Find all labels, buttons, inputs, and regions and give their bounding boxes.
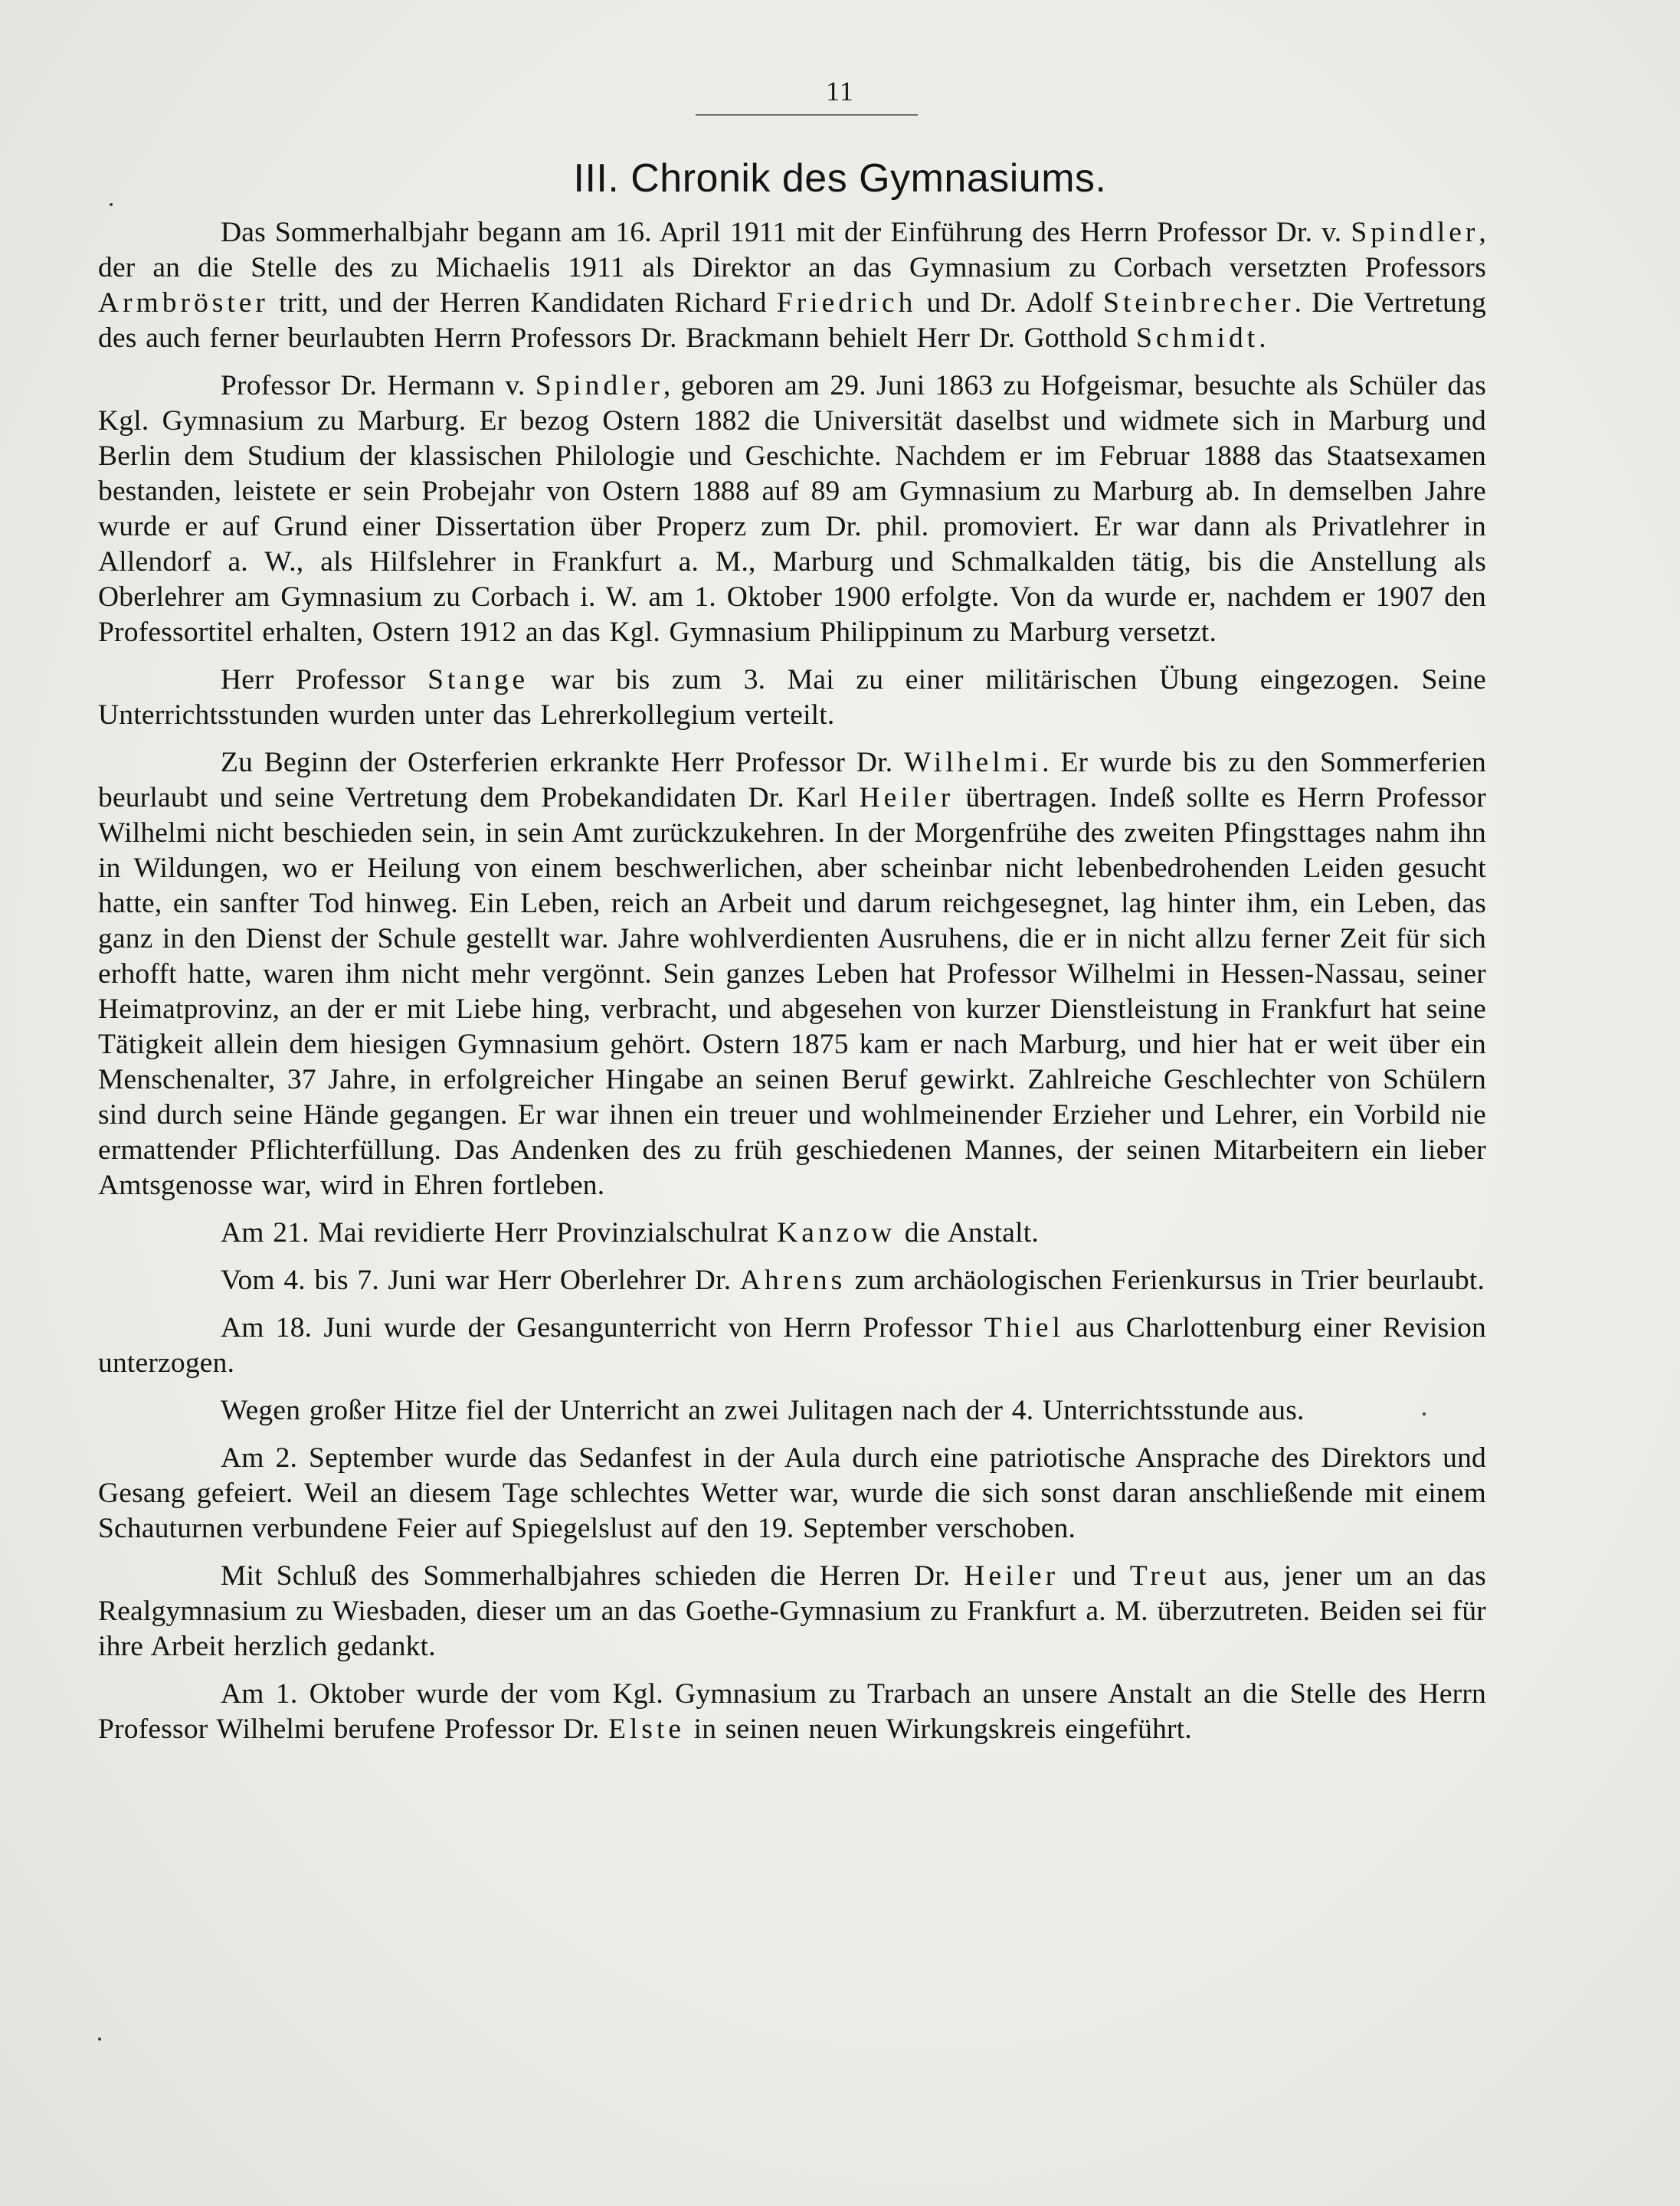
chronicle-body [98,215,1486,1759]
paragraph-elste-introduction [98,1677,1486,1747]
paragraph-spindler-biography [98,368,1486,650]
chapter-title: III. Chronik des Gymnasiums. [573,156,1107,201]
text-run: Zu Beginn der Osterferien erkrankte Herr Professor Dr. [221,747,905,778]
spaced-name: Elste [608,1713,686,1745]
text-run: und Dr. Adolf [916,287,1104,319]
spaced-name: Treut [1129,1560,1210,1592]
paragraph-sedan-festival [98,1441,1486,1546]
margin-speck [98,2037,101,2041]
spaced-name: Schmidt [1136,322,1259,354]
paragraph-heiler-treut-departure [98,1559,1486,1664]
text-run: , der an die Stelle des zu Michaelis 1911 als Direktor an das Gymnasium zu Corbach versetzten Professors [98,217,1486,283]
text-run: war bis zum 3. Mai zu einer militärischen Übung eingezogen. Seine Unterrichtsstunden wurden unter das Lehrerkollegium verteilt. [98,664,1486,731]
text-run: aus, jener um an das Realgymnasium zu Wiesbaden, dieser um an das Goethe-Gymnasium zu Frankfurt a. M. überzutreten. Beiden sei für ihre Arbeit herzlich gedankt. [98,1560,1486,1662]
page-number: 11 [826,76,854,106]
text-run: Am 18. Juni wurde der Gesangunterricht von Herrn Professor [221,1312,984,1344]
paragraph-heat-holiday [98,1393,1486,1429]
spaced-name: Thiel [984,1312,1064,1344]
text-run: und [1059,1560,1130,1592]
text-run: . Er wurde bis zu den Sommerferien beurlaubt und seine Vertretung dem Probekandidaten Dr. Karl [98,747,1487,813]
text-run: Am 2. September wurde das Sedanfest in der Aula durch eine patriotische Ansprache des Direktors und Gesang gefeiert. Weil an diesem Tage schlechtes Wetter war, wurde die sich sonst daran anschließende mit einem Schauturnen verbundene Feier auf Spiegelslust auf den 19. September verschoben. [98,1442,1486,1544]
text-run: Mit Schluß des Sommerhalbjahres schieden die Herren Dr. [221,1560,964,1592]
spaced-name: Wilhelmi [904,747,1043,778]
text-run: , geboren am 29. Juni 1863 zu Hofgeismar, besuchte als Schüler das Kgl. Gymnasium zu Marburg. Er bezog Ostern 1882 die Universität daselbst und widmete sich in Marburg und Berlin dem Studium der klassischen Philologie und Geschichte. Nachdem er im Februar 1888 das Staatsexamen bestanden, leistete er sein Probejahr von Ostern 1888 auf 89 am Gymnasium zu Marburg ab. In demselben Jahre wurde er auf Grund einer Dissertation über Properz zum Dr. phil. promoviert. Er war dann als Privatlehrer in Allendorf a. W., als Hilfslehrer in Frankfurt a. M., Marburg und Schmalkalden tätig, bis die Anstellung als Oberlehrer am Gymnasium zu Corbach i. W. am 1. Oktober 1900 erfolgte. Von da wurde er, nachdem er 1907 den Professortitel erhalten, Ostern 1912 an das Kgl. Gymnasium Philippinum zu Marburg versetzt. [98,370,1486,648]
spaced-name: Heiler [964,1560,1059,1592]
text-run: tritt, und der Herren Kandidaten Richard [268,287,777,319]
spaced-name: Armbröster [98,287,269,319]
text-run: . Die Vertretung des auch ferner beurlaubten Herrn Professors Dr. Brackmann behielt Herr Dr. Gotthold [98,287,1486,354]
paragraph-wilhelmi-obituary [98,745,1486,1203]
text-run: Wegen großer Hitze fiel der Unterricht an zwei Julitagen nach der 4. Unterrichtsstunde aus. [221,1395,1305,1426]
text-run: Vom 4. bis 7. Juni war Herr Oberlehrer Dr. [221,1265,740,1296]
margin-speck [110,203,113,206]
margin-speck [1423,1412,1426,1416]
spaced-name: Steinbrecher [1103,287,1295,319]
spaced-name: Kanzow [777,1217,896,1249]
text-run: Das Sommerhalbjahr begann am 16. April 1911 mit der Einführung des Herrn Professor Dr. v. [221,217,1351,248]
text-run: aus Charlottenburg einer Revision unterzogen. [98,1312,1486,1379]
spaced-name: Ahrens [739,1265,847,1296]
text-run: . [1259,322,1266,354]
header-rule [696,114,918,116]
paragraph-ahrens-course [98,1263,1486,1298]
spaced-name: Spindler [1351,217,1479,248]
paragraph-kanzow-inspection [98,1216,1486,1251]
text-run: übertragen. Indeß sollte es Herrn Professor Wilhelmi nicht beschieden sein, in sein Amt zurückzukehren. In der Morgenfrühe des zweiten Pfingsttages nahm ihn in Wildungen, wo er Heilung von einem beschwerlichen, aber scheinbar nicht lebenbedrohenden Leiden gesucht hatte, ein sanfter Tod hinweg. Ein Leben, reich an Arbeit und darum reichgesegnet, lag hinter ihm, ein Leben, das ganz in den Dienst der Schule gestellt war. Jahre wohlverdienten Ausruhens, die er in nicht allzu ferner Zeit für sich erhofft hatte, waren ihm nicht mehr vergönnt. Sein ganzes Leben hat Professor Wilhelmi in Hessen-Nassau, seiner Heimatprovinz, an der er mit Liebe hing, verbracht, und abgesehen von kurzer Dienstleistung in Frankfurt hat seine Tätigkeit allein dem hiesigen Gymnasium gehört. Ostern 1875 kam er nach Marburg, und hier hat er weit über ein Menschenalter, 37 Jahre, in erfolgreicher Hingabe an seinen Beruf gewirkt. Zahlreiche Geschlechter von Schülern sind durch seine Hände gegangen. Er war ihnen ein treuer und wohlmeinender Erzieher und Lehrer, ein Vorbild nie ermattender Pflichterfüllung. Das Andenken des zu früh geschiedenen Mannes, der seinen Mitarbeitern ein lieber Amtsgenosse war, wird in Ehren fortleben. [98,782,1487,1201]
paragraph-start-of-semester [98,215,1486,356]
text-run: Am 21. Mai revidierte Herr Provinzialschulrat [221,1217,778,1249]
spaced-name: Friedrich [776,287,917,319]
text-run: in seinen neuen Wirkungskreis eingeführt. [685,1713,1192,1745]
text-run: die Anstalt. [896,1217,1039,1249]
spaced-name: Stange [427,664,529,696]
text-run: Professor Dr. Hermann v. [221,370,535,401]
text-run: Herr Professor [221,664,428,696]
text-run: Am 1. Oktober wurde der vom Kgl. Gymnasium zu Trarbach an unsere Anstalt an die Stelle des Herrn Professor Wilhelmi berufene Professor Dr. [98,1678,1486,1745]
spaced-name: Heiler [859,782,955,813]
paragraph-stange-military-exercise [98,663,1486,733]
paragraph-thiel-revision [98,1311,1486,1381]
text-run: zum archäologischen Ferienkursus in Trier beurlaubt. [846,1265,1485,1296]
spaced-name: Spindler [535,370,663,401]
